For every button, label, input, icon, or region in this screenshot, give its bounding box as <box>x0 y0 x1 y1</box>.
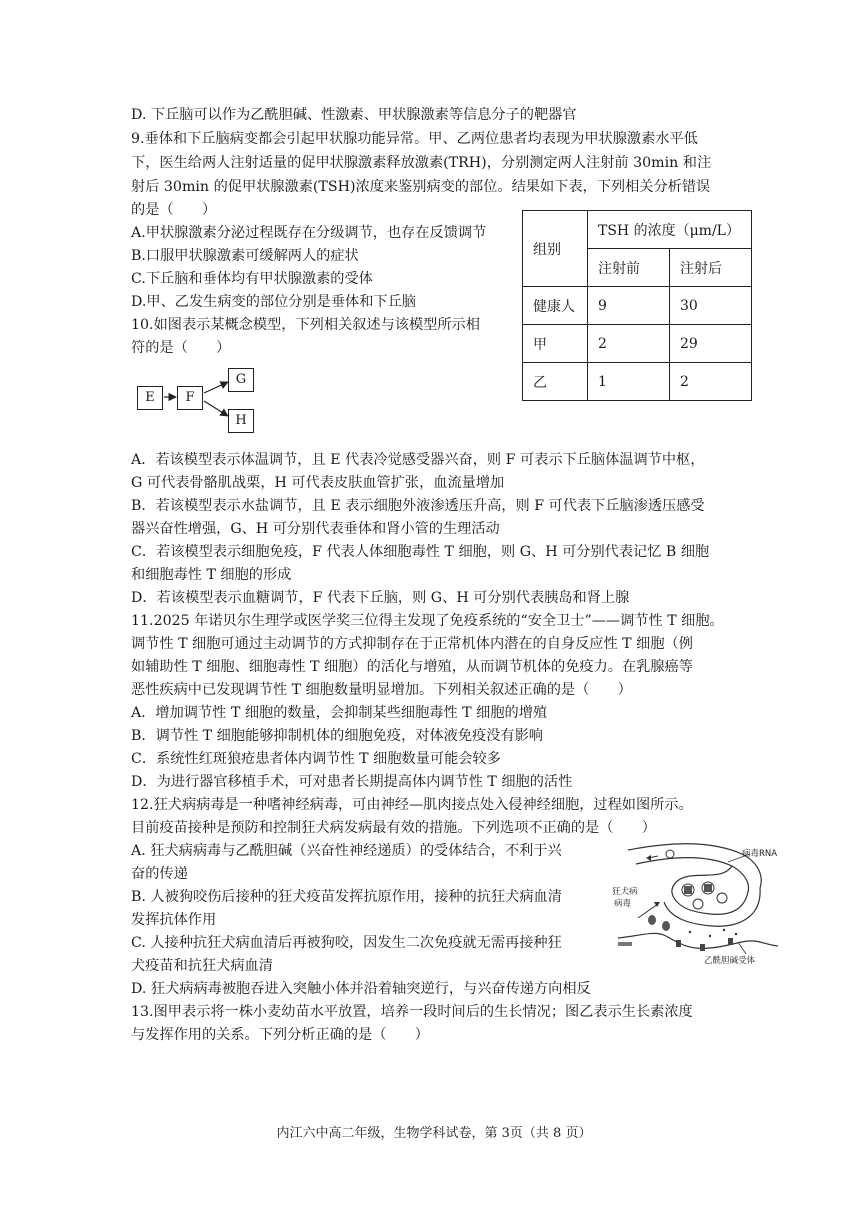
page-footer: 内江六中高二年级，生物学科试卷，第 3页（共 8 页） <box>276 1126 592 1141</box>
model-box-e: E <box>137 386 163 410</box>
q10-stem-line2: 符的是（ ） <box>131 340 231 356</box>
q12-stem-line1: 12.狂犬病病毒是一种嗜神经病毒，可由神经—肌肉接点处入侵神经细胞，过程如图所示。 <box>131 797 693 813</box>
nerve-muscle-junction-diagram <box>610 832 778 968</box>
tsh-table <box>522 210 752 401</box>
ach-receptor-label: 乙酰胆碱受体 <box>704 956 756 966</box>
group-cell: 乙 <box>523 363 588 401</box>
group-cell: 健康人 <box>523 287 588 325</box>
q11-stem-line4: 恶性疾病中已发现调节性 T 细胞数量明显增加。下列相关叙述正确的是（ ） <box>131 682 632 698</box>
q11-option-a: A．增加调节性 T 细胞的数量，会抑制某些细胞毒性 T 细胞的增殖 <box>131 705 548 721</box>
q10-option-b-line2: 器兴奋性增强，G、H 可分别代表垂体和肾小管的生理活动 <box>131 521 500 537</box>
q11-option-b: B．调节性 T 细胞能够抑制机体的细胞免疫，对体液免疫没有影响 <box>131 728 543 744</box>
q11-stem-line2: 调节性 T 细胞可通过主动调节的方式抑制存在于正常机体内潜在的自身反应性 T 细胞（例 <box>131 636 693 652</box>
q13-stem-line2: 与发挥作用的关系。下列分析正确的是（ ） <box>131 1027 429 1043</box>
q10-option-c-line2: 和细胞毒性 T 细胞的形成 <box>131 567 292 583</box>
before-cell: 1 <box>588 363 670 401</box>
before-cell: 9 <box>588 287 670 325</box>
table-row <box>523 287 752 325</box>
after-header: 注射后 <box>670 249 752 287</box>
q12-option-a-line1: A. 狂犬病病毒与乙酰胆碱（兴奋性神经递质）的受体结合，不利于兴 <box>131 843 562 859</box>
table-header-row <box>523 211 752 249</box>
q9-stem-line2: 下，医生给两人注射适量的促甲状腺激素释放激素(TRH)，分别测定两人注射前 30min 和注 <box>131 155 712 171</box>
q10-option-c-line1: C．若该模型表示细胞免疫，F 代表人体细胞毒性 T 细胞，则 G、H 可分别代表记忆 B 细胞 <box>131 544 710 560</box>
q11-stem-line3: 如辅助性 T 细胞、细胞毒性 T 细胞）的活化与增殖，从而调节机体的免疫力。在乳腺癌等 <box>131 659 693 675</box>
q9-option-c: C.下丘脑和垂体均有甲状腺激素的受体 <box>131 271 373 287</box>
tsh-header: TSH 的浓度（μm/L） <box>588 211 752 249</box>
q9-option-d: D.甲、乙发生病变的部位分别是垂体和下丘脑 <box>131 294 416 310</box>
q11-stem-line1: 11.2025 年诺贝尔生理学或医学奖三位得主发现了免疫系统的“安全卫士”——调节性 T 细胞。 <box>131 613 724 629</box>
q12-stem-line2: 目前疫苗接种是预防和控制狂犬病发病最有效的措施。下列选项不正确的是（ ） <box>131 820 656 836</box>
q10-option-b-line1: B．若该模型表示水盐调节，且 E 表示细胞外液渗透压升高，则 F 可代表下丘脑渗透压感受 <box>131 498 705 514</box>
table-row <box>523 325 752 363</box>
q12-option-b-line1: B. 人被狗咬伤后接种的狂犬疫苗发挥抗原作用，接种的抗狂犬病血清 <box>131 889 562 905</box>
model-box-g: G <box>228 368 254 392</box>
q10-option-a-line1: A．若该模型表示体温调节，且 E 代表冷觉感受器兴奋，则 F 可表示下丘脑体温调节中枢， <box>131 452 705 468</box>
before-header: 注射前 <box>588 249 670 287</box>
q10-stem-line1: 10.如图表示某概念模型，下列相关叙述与该模型所示相 <box>131 317 480 333</box>
before-cell: 2 <box>588 325 670 363</box>
q8-option-d: D. 下丘脑可以作为乙酰胆碱、性激素、甲状腺激素等信息分子的靶器官 <box>131 107 577 123</box>
group-header: 组别 <box>523 211 588 287</box>
q11-option-c: C．系统性红斑狼疮患者体内调节性 T 细胞数量可能会较多 <box>131 751 501 767</box>
model-box-f: F <box>177 386 203 410</box>
table-row <box>523 363 752 401</box>
q9-stem-line4: 的是（ ） <box>131 202 217 218</box>
q9-stem-line1: 9.垂体和下丘脑病变都会引起甲状腺功能异常。甲、乙两位患者均表现为甲状腺激素水平低 <box>131 131 698 147</box>
q12-option-c-line1: C. 人接种抗狂犬病血清后再被狗咬，因发生二次免疫就无需再接种狂 <box>131 935 562 951</box>
after-cell: 2 <box>670 363 752 401</box>
q12-option-d: D. 狂犬病病毒被胞吞进入突触小体并沿着轴突逆行，与兴奋传递方向相反 <box>131 981 591 997</box>
q9-option-b: B.口服甲状腺激素可缓解两人的症状 <box>131 248 359 264</box>
rabies-virus-label-line2: 病毒 <box>614 899 632 909</box>
q9-stem-line3: 射后 30min 的促甲状腺激素(TSH)浓度来鉴别病变的部位。结果如下表，下列相关分析错误 <box>131 179 711 195</box>
arrow-f-h <box>204 401 228 416</box>
group-cell: 甲 <box>523 325 588 363</box>
model-box-h: H <box>228 409 254 433</box>
q13-stem-line1: 13.图甲表示将一株小麦幼苗水平放置，培养一段时间后的生长情况；图乙表示生长素浓度 <box>131 1004 693 1020</box>
after-cell: 30 <box>670 287 752 325</box>
after-cell: 29 <box>670 325 752 363</box>
q9-option-a: A.甲状腺激素分泌过程既存在分级调节，也存在反馈调节 <box>131 225 487 241</box>
q10-option-d: D．若该模型表示血糖调节，F 代表下丘脑，则 G、H 可分别代表胰岛和肾上腺 <box>131 590 630 606</box>
virus-rna-label: 病毒RNA <box>742 849 778 859</box>
q11-option-d: D．为进行器官移植手术，可对患者长期提高体内调节性 T 细胞的活性 <box>131 774 573 790</box>
rabies-virus-label-line1: 狂犬病 <box>612 887 638 897</box>
q10-option-a-line2: G 可代表骨骼肌战栗，H 可代表皮肤血管扩张，血流量增加 <box>131 475 505 491</box>
q12-option-b-line2: 发挥抗体作用 <box>131 912 217 928</box>
arrow-f-g <box>204 382 228 393</box>
q12-option-c-line2: 犬疫苗和抗狂犬病血清 <box>131 958 273 974</box>
q12-option-a-line2: 奋的传递 <box>131 866 188 882</box>
